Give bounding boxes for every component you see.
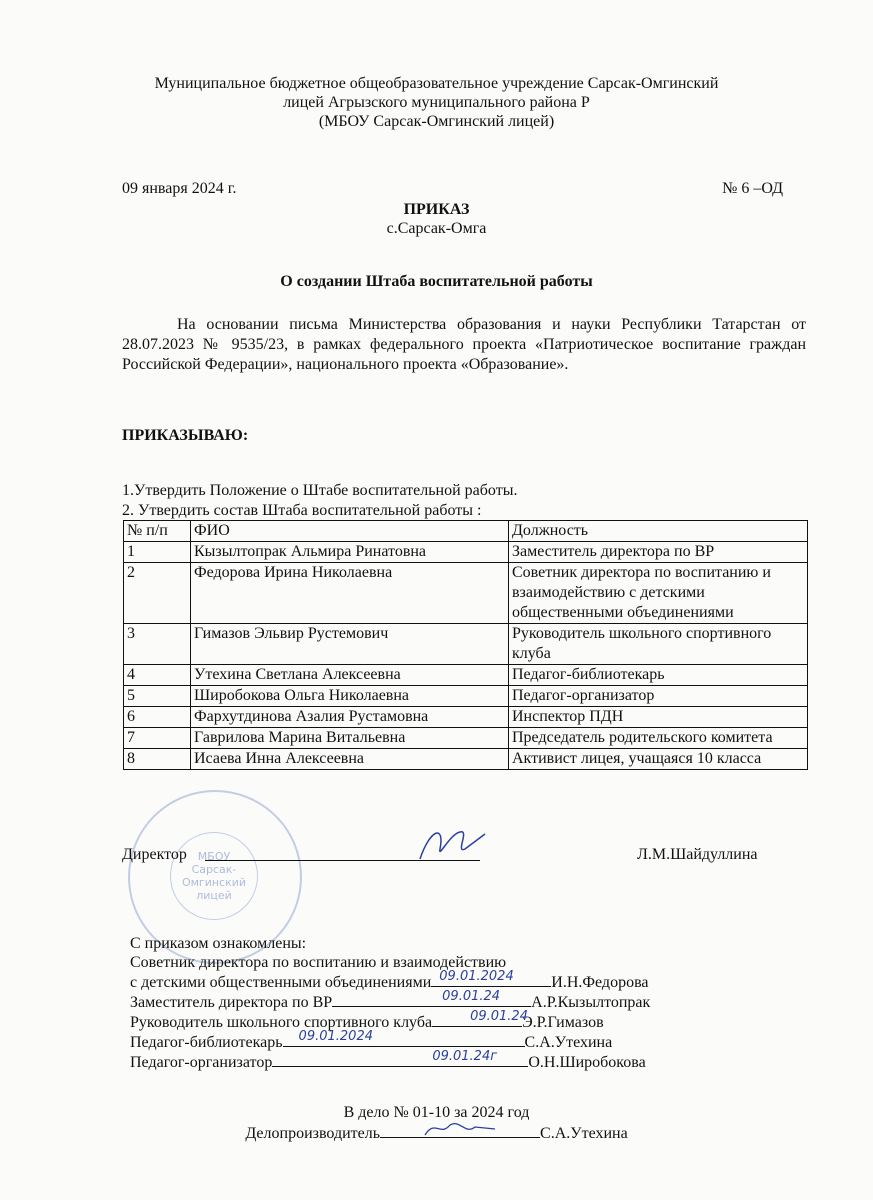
handwritten-date: 09.01.24 — [470, 1009, 528, 1024]
cell-name: Исаева Инна Алексеевна — [191, 749, 509, 770]
table-row — [124, 665, 808, 686]
cell-num: 7 — [124, 728, 191, 749]
file-line: В дело № 01-10 за 2024 год — [343, 1104, 530, 1121]
doc-type: ПРИКАЗ — [403, 201, 470, 218]
ack-label: Заместитель директора по ВР — [130, 994, 333, 1011]
cell-num: 3 — [124, 624, 191, 665]
director-name: Л.М.Шайдуллина — [637, 846, 758, 863]
director-signature — [410, 824, 490, 864]
cell-num: 4 — [124, 665, 191, 686]
acknowledgement-block — [130, 934, 650, 1072]
header-cell: Должность — [509, 521, 808, 542]
handwritten-date: 09.01.24г — [432, 1049, 498, 1064]
ack-line — [130, 989, 651, 1012]
clerk-name: С.А.Утехина — [540, 1125, 628, 1142]
cell-name: Гаврилова Марина Витальевна — [191, 728, 509, 749]
table-row — [124, 728, 808, 749]
order-number: № 6 –ОД — [722, 180, 783, 197]
clerk-signature — [420, 1117, 500, 1139]
order-word: ПРИКАЗЫВАЮ: — [122, 427, 249, 444]
cell-name: Кызылтопрак Альмира Ринатовна — [191, 542, 509, 563]
stamp-text: МБОУ — [197, 850, 231, 863]
cell-position: Активист лицея, учащаяся 10 класса — [509, 749, 808, 770]
table-row — [124, 707, 808, 728]
ack-name: А.Р.Кызылтопрак — [531, 994, 651, 1011]
header-line-2: лицей Агрызского муниципального района Р — [283, 94, 590, 111]
director-label: Директор — [122, 846, 187, 863]
table-header — [124, 521, 808, 542]
cell-num: 1 — [124, 542, 191, 563]
cell-name: Широбокова Ольга Николаевна — [191, 686, 509, 707]
cell-num: 6 — [124, 707, 191, 728]
cell-num: 5 — [124, 686, 191, 707]
cell-name: Гимазов Эльвир Рустемович — [191, 624, 509, 665]
ack-line — [130, 1009, 650, 1032]
cell-position: Председатель родительского комитета — [509, 728, 808, 749]
staff-table — [123, 520, 808, 770]
ack-name: О.Н.Широбокова — [528, 1054, 646, 1071]
cell-position: Заместитель директора по ВР — [509, 542, 808, 563]
order-title: О создании Штаба воспитательной работы — [280, 273, 593, 290]
header-cell: № п/п — [124, 521, 191, 542]
director-signature-line — [205, 846, 480, 861]
clerk-line — [0, 1123, 873, 1143]
handwritten-date: 09.01.2024 — [298, 1029, 373, 1044]
clerk-label: Делопроизводитель — [245, 1125, 381, 1142]
ack-line — [130, 1029, 650, 1052]
ack-label: с детскими общественными объединениями — [130, 974, 432, 991]
ack-line — [130, 1049, 650, 1072]
order-date: 09 января 2024 г. — [122, 180, 237, 197]
cell-position: Советник директора по воспитанию и взаимодействию с детскими общественными объединениями — [509, 563, 808, 624]
ack-label: Руководитель школьного спортивного клуба — [130, 1014, 433, 1031]
header-cell: ФИО — [191, 521, 509, 542]
cell-position: Педагог-библиотекарь — [509, 665, 808, 686]
cell-name: Фархутдинова Азалия Рустамовна — [191, 707, 509, 728]
ack-label: Педагог-библиотекарь — [130, 1034, 283, 1051]
item-2: 2. Утвердить состав Штаба воспитательной работы : — [122, 502, 482, 519]
cell-position: Педагог-организатор — [509, 686, 808, 707]
cell-num: 2 — [124, 563, 191, 624]
ack-name: И.Н.Федорова — [551, 974, 649, 991]
header-line-1: Муниципальное бюджетное общеобразовательное учреждение Сарсак-Омгинский — [154, 75, 719, 92]
table-row — [124, 749, 808, 770]
cell-name: Утехина Светлана Алексеевна — [191, 665, 509, 686]
ack-name: Э.Р.Гимазов — [522, 1014, 604, 1031]
table-row — [124, 624, 808, 665]
place: с.Сарсак-Омга — [386, 220, 487, 237]
ack-name: С.А.Утехина — [524, 1034, 613, 1051]
stamp-text: Сарсак-Омгинский — [181, 863, 247, 889]
ack-label: Советник директора по воспитанию и взаимодействию — [130, 954, 507, 971]
cell-position: Инспектор ПДН — [509, 707, 808, 728]
preamble: На основании письма Министерства образования и науки Республики Татарстан от 28.07.2023 № 9535/23, в рамках федерального проекта «Патриотическое воспитание граждан Российской Федерации», национального проекта «Образование». — [122, 316, 806, 373]
handwritten-date: 09.01.2024 — [439, 969, 514, 984]
stamp-text: лицей — [196, 889, 232, 902]
item-1: 1.Утвердить Положение о Штабе воспитательной работы. — [122, 482, 518, 499]
cell-position: Руководитель школьного спортивного клуба — [509, 624, 808, 665]
handwritten-date: 09.01.24 — [442, 989, 501, 1004]
cell-num: 8 — [124, 749, 191, 770]
cell-name: Федорова Ирина Николаевна — [191, 563, 509, 624]
ack-label: Педагог-организатор — [130, 1054, 273, 1071]
table-row — [124, 542, 808, 563]
table-row — [124, 686, 808, 707]
table-row — [124, 563, 808, 624]
ack-line — [130, 969, 650, 992]
header-line-3: (МБОУ Сарсак-Омгинский лицей) — [318, 113, 555, 130]
ack-title: С приказом ознакомлены: — [130, 935, 307, 952]
